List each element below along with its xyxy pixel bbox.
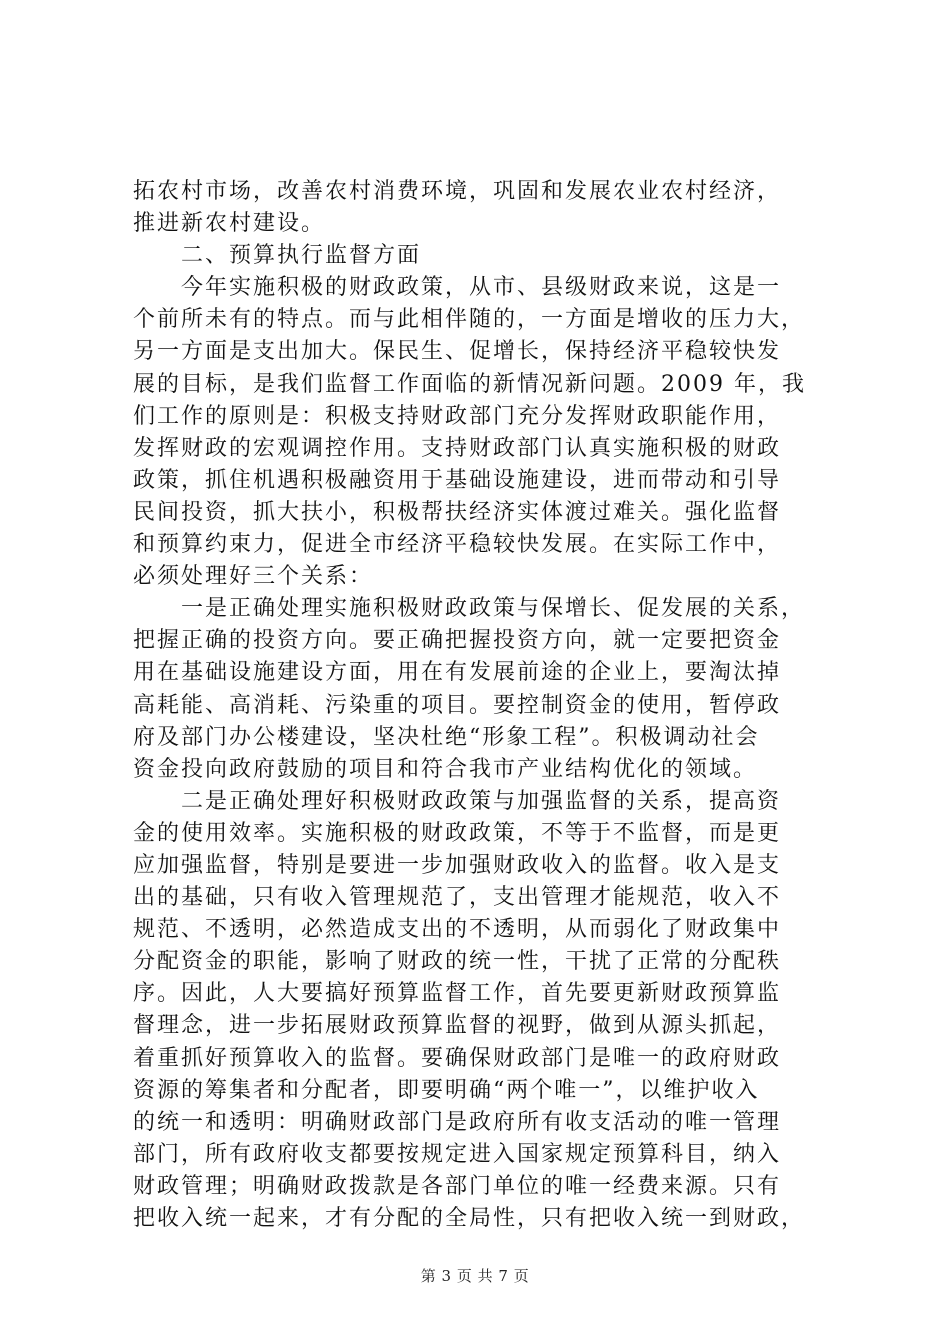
paragraph	[133, 593, 833, 625]
section-heading-text: 二、预算执行监督方面	[181, 243, 422, 269]
text-line: 序。因此，人大要搞好预算监督工作，首先要更新财政预算监	[133, 981, 782, 1007]
text-line: 部门，所有政府收支都要按规定进入国家规定预算科目，纳入	[133, 1141, 782, 1167]
text-line: 们工作的原则是：积极支持财政部门充分发挥财政职能作用，	[133, 403, 782, 429]
text-line: 和预算约束力，促进全市经济平稳较快发展。在实际工作中，	[133, 532, 782, 558]
page-number-label: 第 3 页 共 7 页	[420, 1267, 530, 1285]
paragraph-cont	[133, 818, 833, 1235]
text-line: 民间投资，抓大扶小，积极帮扶经济实体渡过难关。强化监督	[133, 499, 782, 525]
paragraph-cont	[133, 625, 833, 785]
text-line: 二是正确处理好积极财政政策与加强监督的关系，提高资	[181, 788, 782, 814]
text-line: 着重抓好预算收入的监督。要确保财政部门是唯一的政府财政	[133, 1045, 782, 1071]
text-line: 个前所未有的特点。而与此相伴随的，一方面是增收的压力大，	[133, 307, 806, 333]
text-line: 拓农村市场，改善农村消费环境，巩固和发展农业农村经济，	[133, 179, 782, 204]
section-heading	[133, 240, 833, 272]
text-line: 展的目标，是我们监督工作面临的新情况新问题。2009 年，我	[133, 371, 806, 397]
text-line: 政策，抓住机遇积极融资用于基础设施建设，进而带动和引导	[133, 467, 782, 493]
text-line: 分配资金的职能，影响了财政的统一性，干扰了正常的分配秩	[133, 949, 782, 975]
text-line: 用在基础设施建设方面，用在有发展前途的企业上，要淘汰掉	[133, 660, 782, 686]
paragraph	[133, 272, 833, 304]
text-line: 把握正确的投资方向。要正确把握投资方向，就一定要把资金	[133, 628, 782, 654]
text-line: 督理念，进一步拓展财政预算监督的视野，做到从源头抓起，	[133, 1013, 782, 1039]
paragraph-cont	[133, 304, 833, 593]
text-line: 金的使用效率。实施积极的财政政策，不等于不监督，而是更	[133, 820, 782, 846]
paragraph-continuation	[133, 176, 833, 240]
paragraph	[133, 786, 833, 818]
text-line: 今年实施积极的财政政策，从市、县级财政来说，这是一	[181, 275, 782, 301]
page-footer	[0, 1265, 950, 1286]
text-line: 发挥财政的宏观调控作用。支持财政部门认真实施积极的财政	[133, 435, 782, 461]
document-body	[133, 176, 833, 1235]
text-line: 另一方面是支出加大。保民生、促增长，保持经济平稳较快发	[133, 339, 782, 365]
text-line: 规范、不透明，必然造成支出的不透明，从而弱化了财政集中	[133, 917, 782, 943]
text-line: 资源的筹集者和分配者，即要明确“两个唯一”，以维护收入	[133, 1077, 760, 1103]
text-line: 的统一和透明：明确财政部门是政府所有收支活动的唯一管理	[133, 1109, 782, 1135]
text-line: 高耗能、高消耗、污染重的项目。要控制资金的使用，暂停政	[133, 692, 782, 718]
text-line: 资金投向政府鼓励的项目和符合我市产业结构优化的领域。	[133, 756, 758, 782]
text-line: 把收入统一起来，才有分配的全局性，只有把收入统一到财政，	[133, 1206, 806, 1231]
text-line: 应加强监督，特别是要进一步加强财政收入的监督。收入是支	[133, 852, 782, 878]
text-line: 府及部门办公楼建设，坚决杜绝“形象工程”。积极调动社会	[133, 724, 760, 750]
text-line: 一是正确处理实施积极财政政策与保增长、促发展的关系，	[181, 596, 806, 622]
text-line: 出的基础，只有收入管理规范了，支出管理才能规范，收入不	[133, 885, 782, 911]
text-line: 财政管理；明确财政拨款是各部门单位的唯一经费来源。只有	[133, 1173, 782, 1199]
text-line: 推进新农村建设。	[133, 211, 326, 237]
text-line: 必须处理好三个关系：	[133, 564, 374, 590]
